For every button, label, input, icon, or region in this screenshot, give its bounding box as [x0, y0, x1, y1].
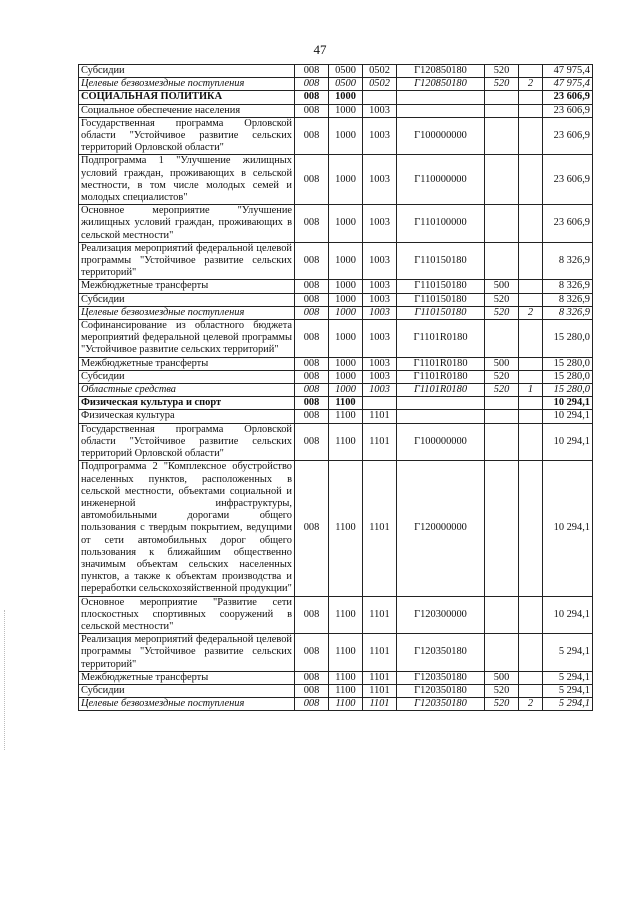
subsection-code-cell: 1003: [363, 293, 397, 306]
funding-source-cell: [519, 65, 543, 78]
section-code-cell: 1000: [329, 293, 363, 306]
target-article-cell: Г110150180: [397, 242, 485, 280]
ministry-code-cell: 008: [295, 684, 329, 697]
target-article-cell: Г120850180: [397, 65, 485, 78]
subsection-code-cell: 1003: [363, 205, 397, 243]
amount-cell: 23 606,9: [543, 117, 593, 155]
ministry-code-cell: 008: [295, 306, 329, 319]
table-row: [79, 104, 593, 117]
amount-cell: 8 326,9: [543, 242, 593, 280]
row-name-cell: Физическая культура и спорт: [79, 397, 295, 410]
section-code-cell: 1000: [329, 280, 363, 293]
ministry-code-cell: 008: [295, 117, 329, 155]
amount-cell: 15 280,0: [543, 384, 593, 397]
section-code-cell: 1100: [329, 684, 363, 697]
ministry-code-cell: 008: [295, 78, 329, 91]
funding-source-cell: [519, 91, 543, 104]
funding-source-cell: [519, 242, 543, 280]
row-name-cell: Государственная программа Орловской области "Устойчивое развитие сельских территорий Орловской области": [79, 117, 295, 155]
target-article-cell: Г110100000: [397, 205, 485, 243]
expense-type-cell: [485, 205, 519, 243]
target-article-cell: Г120000000: [397, 461, 485, 596]
expense-type-cell: 520: [485, 384, 519, 397]
ministry-code-cell: 008: [295, 91, 329, 104]
table-row: [79, 280, 593, 293]
row-name-cell: Основное мероприятие "Улучшение жилищных условий граждан, проживающих в сельской местности": [79, 205, 295, 243]
expense-type-cell: [485, 104, 519, 117]
amount-cell: 47 975,4: [543, 78, 593, 91]
target-article-cell: Г110000000: [397, 155, 485, 205]
expense-type-cell: 520: [485, 293, 519, 306]
funding-source-cell: [519, 461, 543, 596]
subsection-code-cell: [363, 91, 397, 104]
ministry-code-cell: 008: [295, 384, 329, 397]
target-article-cell: Г120850180: [397, 78, 485, 91]
target-article-cell: Г100000000: [397, 423, 485, 461]
funding-source-cell: [519, 320, 543, 358]
expense-type-cell: [485, 596, 519, 634]
ministry-code-cell: 008: [295, 671, 329, 684]
section-code-cell: 1100: [329, 397, 363, 410]
row-name-cell: Межбюджетные трансферты: [79, 671, 295, 684]
ministry-code-cell: 008: [295, 461, 329, 596]
section-code-cell: 1100: [329, 634, 363, 672]
table-row: [79, 78, 593, 91]
page-number: 47: [313, 42, 327, 57]
subsection-code-cell: 1003: [363, 320, 397, 358]
amount-cell: 10 294,1: [543, 410, 593, 423]
amount-cell: 5 294,1: [543, 634, 593, 672]
funding-source-cell: [519, 280, 543, 293]
section-code-cell: 1100: [329, 423, 363, 461]
ministry-code-cell: 008: [295, 698, 329, 711]
target-article-cell: [397, 397, 485, 410]
expense-type-cell: [485, 634, 519, 672]
budget-table: [78, 64, 593, 711]
subsection-code-cell: 1101: [363, 634, 397, 672]
row-name-cell: Субсидии: [79, 293, 295, 306]
table-row: [79, 370, 593, 383]
row-name-cell: Целевые безвозмездные поступления: [79, 78, 295, 91]
row-name-cell: Софинансирование из областного бюджета мероприятий федеральной целевой программы "Устойчивое развитие сельских территорий": [79, 320, 295, 358]
table-row: [79, 410, 593, 423]
funding-source-cell: [519, 671, 543, 684]
row-name-cell: Подпрограмма 1 "Улучшение жилищных условий граждан, проживающих в сельской местности, в том числе молодых семей и молодых специалистов": [79, 155, 295, 205]
funding-source-cell: [519, 155, 543, 205]
section-code-cell: 0500: [329, 65, 363, 78]
subsection-code-cell: 1101: [363, 410, 397, 423]
budget-table-body: [79, 65, 593, 711]
amount-cell: 10 294,1: [543, 423, 593, 461]
target-article-cell: [397, 410, 485, 423]
target-article-cell: [397, 104, 485, 117]
row-name-cell: Государственная программа Орловской области "Устойчивое развитие сельских территорий Орловской области": [79, 423, 295, 461]
subsection-code-cell: 1101: [363, 423, 397, 461]
ministry-code-cell: 008: [295, 205, 329, 243]
table-row: [79, 634, 593, 672]
expense-type-cell: [485, 155, 519, 205]
amount-cell: 8 326,9: [543, 280, 593, 293]
expense-type-cell: 520: [485, 370, 519, 383]
table-row: [79, 155, 593, 205]
table-row: [79, 461, 593, 596]
table-row: [79, 384, 593, 397]
subsection-code-cell: 1003: [363, 104, 397, 117]
subsection-code-cell: 1003: [363, 117, 397, 155]
target-article-cell: Г100000000: [397, 117, 485, 155]
amount-cell: 8 326,9: [543, 293, 593, 306]
subsection-code-cell: 0502: [363, 78, 397, 91]
subsection-code-cell: 1101: [363, 684, 397, 697]
ministry-code-cell: 008: [295, 104, 329, 117]
target-article-cell: Г1101R0180: [397, 357, 485, 370]
target-article-cell: Г1101R0180: [397, 370, 485, 383]
funding-source-cell: [519, 423, 543, 461]
table-row: [79, 684, 593, 697]
row-name-cell: Целевые безвозмездные поступления: [79, 306, 295, 319]
funding-source-cell: [519, 410, 543, 423]
expense-type-cell: 520: [485, 65, 519, 78]
ministry-code-cell: 008: [295, 370, 329, 383]
row-name-cell: Социальное обеспечение населения: [79, 104, 295, 117]
expense-type-cell: [485, 91, 519, 104]
table-row: [79, 320, 593, 358]
amount-cell: 15 280,0: [543, 357, 593, 370]
target-article-cell: Г110150180: [397, 306, 485, 319]
amount-cell: 23 606,9: [543, 205, 593, 243]
funding-source-cell: [519, 117, 543, 155]
table-row: [79, 671, 593, 684]
expense-type-cell: [485, 320, 519, 358]
ministry-code-cell: 008: [295, 242, 329, 280]
ministry-code-cell: 008: [295, 410, 329, 423]
funding-source-cell: [519, 370, 543, 383]
section-code-cell: 1000: [329, 155, 363, 205]
ministry-code-cell: 008: [295, 357, 329, 370]
funding-source-cell: [519, 397, 543, 410]
expense-type-cell: 500: [485, 280, 519, 293]
target-article-cell: Г120300000: [397, 596, 485, 634]
expense-type-cell: [485, 461, 519, 596]
ministry-code-cell: 008: [295, 596, 329, 634]
ministry-code-cell: 008: [295, 320, 329, 358]
expense-type-cell: 500: [485, 671, 519, 684]
subsection-code-cell: 0502: [363, 65, 397, 78]
ministry-code-cell: 008: [295, 155, 329, 205]
funding-source-cell: [519, 357, 543, 370]
expense-type-cell: 520: [485, 78, 519, 91]
row-name-cell: Субсидии: [79, 684, 295, 697]
table-row: [79, 117, 593, 155]
target-article-cell: Г120350180: [397, 698, 485, 711]
funding-source-cell: [519, 634, 543, 672]
amount-cell: 10 294,1: [543, 397, 593, 410]
amount-cell: 23 606,9: [543, 91, 593, 104]
expense-type-cell: 520: [485, 698, 519, 711]
subsection-code-cell: 1101: [363, 596, 397, 634]
section-code-cell: 1000: [329, 91, 363, 104]
section-code-cell: 0500: [329, 78, 363, 91]
section-code-cell: 1000: [329, 242, 363, 280]
expense-type-cell: 500: [485, 357, 519, 370]
section-code-cell: 1100: [329, 410, 363, 423]
expense-type-cell: 520: [485, 684, 519, 697]
amount-cell: 23 606,9: [543, 155, 593, 205]
target-article-cell: Г110150180: [397, 293, 485, 306]
section-code-cell: 1000: [329, 104, 363, 117]
section-code-cell: 1000: [329, 370, 363, 383]
amount-cell: 23 606,9: [543, 104, 593, 117]
amount-cell: 47 975,4: [543, 65, 593, 78]
expense-type-cell: 520: [485, 306, 519, 319]
table-row: [79, 65, 593, 78]
row-name-cell: Физическая культура: [79, 410, 295, 423]
expense-type-cell: [485, 423, 519, 461]
subsection-code-cell: 1003: [363, 155, 397, 205]
target-article-cell: Г120350180: [397, 671, 485, 684]
table-row: [79, 91, 593, 104]
table-row: [79, 698, 593, 711]
subsection-code-cell: 1003: [363, 357, 397, 370]
section-code-cell: 1000: [329, 306, 363, 319]
amount-cell: 5 294,1: [543, 684, 593, 697]
ministry-code-cell: 008: [295, 397, 329, 410]
section-code-cell: 1000: [329, 357, 363, 370]
funding-source-cell: 2: [519, 306, 543, 319]
amount-cell: 5 294,1: [543, 671, 593, 684]
section-code-cell: 1000: [329, 320, 363, 358]
ministry-code-cell: 008: [295, 65, 329, 78]
scan-edge-marks: [4, 610, 7, 750]
subsection-code-cell: 1003: [363, 242, 397, 280]
table-row: [79, 306, 593, 319]
expense-type-cell: [485, 117, 519, 155]
subsection-code-cell: 1003: [363, 370, 397, 383]
row-name-cell: СОЦИАЛЬНАЯ ПОЛИТИКА: [79, 91, 295, 104]
amount-cell: 15 280,0: [543, 370, 593, 383]
ministry-code-cell: 008: [295, 634, 329, 672]
table-row: [79, 293, 593, 306]
amount-cell: 8 326,9: [543, 306, 593, 319]
table-row: [79, 357, 593, 370]
ministry-code-cell: 008: [295, 293, 329, 306]
target-article-cell: [397, 91, 485, 104]
amount-cell: 10 294,1: [543, 461, 593, 596]
amount-cell: 5 294,1: [543, 698, 593, 711]
target-article-cell: Г1101R0180: [397, 320, 485, 358]
funding-source-cell: [519, 104, 543, 117]
section-code-cell: 1000: [329, 384, 363, 397]
row-name-cell: Межбюджетные трансферты: [79, 280, 295, 293]
subsection-code-cell: 1101: [363, 461, 397, 596]
section-code-cell: 1100: [329, 596, 363, 634]
section-code-cell: 1100: [329, 461, 363, 596]
target-article-cell: Г110150180: [397, 280, 485, 293]
amount-cell: 10 294,1: [543, 596, 593, 634]
target-article-cell: Г120350180: [397, 634, 485, 672]
subsection-code-cell: 1003: [363, 306, 397, 319]
row-name-cell: Субсидии: [79, 370, 295, 383]
expense-type-cell: [485, 410, 519, 423]
subsection-code-cell: 1101: [363, 671, 397, 684]
row-name-cell: Межбюджетные трансферты: [79, 357, 295, 370]
section-code-cell: 1000: [329, 205, 363, 243]
table-row: [79, 423, 593, 461]
expense-type-cell: [485, 242, 519, 280]
table-row: [79, 205, 593, 243]
funding-source-cell: [519, 205, 543, 243]
target-article-cell: Г120350180: [397, 684, 485, 697]
row-name-cell: Областные средства: [79, 384, 295, 397]
target-article-cell: Г1101R0180: [397, 384, 485, 397]
subsection-code-cell: 1101: [363, 698, 397, 711]
funding-source-cell: [519, 596, 543, 634]
subsection-code-cell: [363, 397, 397, 410]
row-name-cell: Реализация мероприятий федеральной целевой программы "Устойчивое развитие сельских территорий": [79, 634, 295, 672]
row-name-cell: Основное мероприятие "Развитие сети плоскостных спортивных сооружений в сельской местности": [79, 596, 295, 634]
section-code-cell: 1100: [329, 671, 363, 684]
table-row: [79, 242, 593, 280]
funding-source-cell: 2: [519, 78, 543, 91]
amount-cell: 15 280,0: [543, 320, 593, 358]
row-name-cell: Реализация мероприятий федеральной целевой программы "Устойчивое развитие сельских территорий": [79, 242, 295, 280]
funding-source-cell: 2: [519, 698, 543, 711]
funding-source-cell: 1: [519, 384, 543, 397]
section-code-cell: 1000: [329, 117, 363, 155]
ministry-code-cell: 008: [295, 280, 329, 293]
subsection-code-cell: 1003: [363, 384, 397, 397]
subsection-code-cell: 1003: [363, 280, 397, 293]
row-name-cell: Субсидии: [79, 65, 295, 78]
ministry-code-cell: 008: [295, 423, 329, 461]
funding-source-cell: [519, 684, 543, 697]
expense-type-cell: [485, 397, 519, 410]
funding-source-cell: [519, 293, 543, 306]
row-name-cell: Целевые безвозмездные поступления: [79, 698, 295, 711]
table-row: [79, 596, 593, 634]
row-name-cell: Подпрограмма 2 "Комплексное обустройство населенных пунктов, расположенных в сельской местности, объектами социальной и инженерной инфраструктуры, автомобильными дорогами общего пользования с твердым покрытием, ведущими от сети автомобильных дорог общего пользования к ближайшим общественно значимым объектам сельских населенных пунктов, а также к объектам производства и переработки сельскохозяйственной продукции": [79, 461, 295, 596]
table-row: [79, 397, 593, 410]
section-code-cell: 1100: [329, 698, 363, 711]
